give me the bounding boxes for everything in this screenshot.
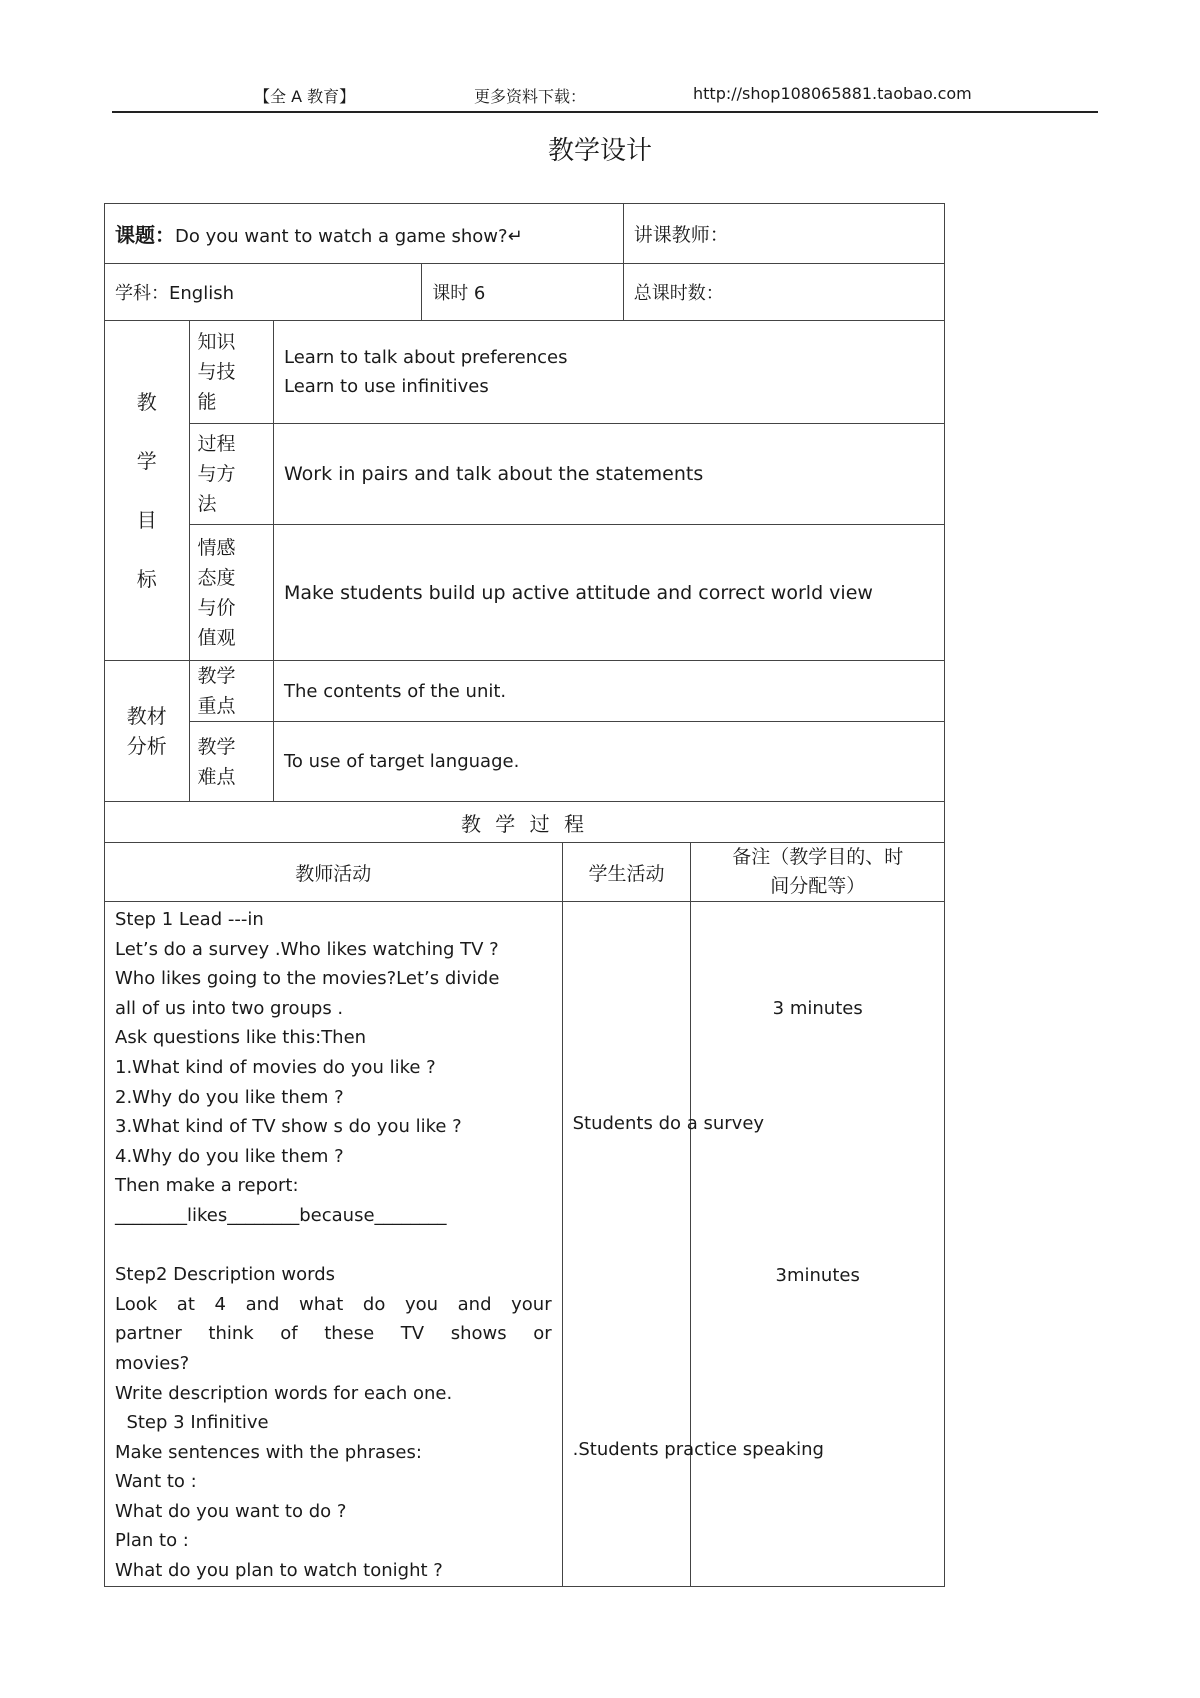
objective-label-knowledge: 知识 与技 能 bbox=[189, 321, 274, 424]
teacher-activity-cell bbox=[105, 902, 563, 1587]
teacher-line: all of us into two groups . bbox=[115, 997, 344, 1019]
teacher-line: ________likes________because________ bbox=[115, 1204, 447, 1226]
teacher-line: Look at 4 and what do you and your bbox=[115, 1293, 552, 1315]
teacher-line: Who likes going to the movies?Let’s divide bbox=[115, 968, 500, 990]
teacher-line: Write description words for each one. bbox=[115, 1382, 453, 1404]
teacher-label: 讲课教师： bbox=[623, 204, 944, 264]
teacher-line: Step 1 Lead ---in bbox=[115, 909, 264, 930]
header-url[interactable]: http://shop108065881.taobao.com bbox=[693, 84, 972, 103]
note-time-1: 3 minutes bbox=[772, 998, 863, 1019]
teacher-line: Step2 Description words bbox=[115, 1264, 336, 1286]
topic-row bbox=[105, 204, 945, 264]
teacher-line: Step 3 Infinitive bbox=[115, 1412, 269, 1434]
objective-content-process: Work in pairs and talk about the statements bbox=[274, 424, 945, 525]
teacher-line: Want to : bbox=[115, 1471, 197, 1493]
analysis-row-key bbox=[105, 661, 945, 722]
objective-row-knowledge bbox=[105, 321, 945, 424]
teacher-line: 1.What kind of movies do you like ? bbox=[115, 1056, 436, 1078]
teacher-line: 3.What kind of TV show s do you like ? bbox=[115, 1116, 462, 1138]
lesson-plan-table bbox=[104, 203, 945, 1587]
period-cell: 课时 6 bbox=[422, 264, 624, 321]
teacher-line: What do you want to do ? bbox=[115, 1500, 347, 1522]
process-title-row bbox=[105, 802, 945, 843]
objective-label-process: 过程 与方 法 bbox=[189, 424, 274, 525]
teacher-line: Make sentences with the phrases: bbox=[115, 1441, 422, 1463]
topic-cell bbox=[105, 204, 624, 264]
teacher-line-blank bbox=[115, 1231, 552, 1261]
teacher-line: Then make a report: bbox=[115, 1175, 299, 1197]
process-title: 教 学 过 程 bbox=[105, 802, 945, 843]
teacher-line: partner think of these TV shows or bbox=[115, 1323, 552, 1345]
notes-header: 备注（教学目的、时 间分配等） bbox=[691, 843, 945, 902]
header-download-label: 更多资料下载： bbox=[474, 87, 587, 106]
teacher-line: 4.Why do you like them ? bbox=[115, 1145, 344, 1167]
teacher-line: Let’s do a survey .Who likes watching TV ? bbox=[115, 938, 499, 960]
notes-cell bbox=[691, 902, 945, 1587]
teacher-line: Plan to : bbox=[115, 1530, 189, 1552]
student-activity-speaking: .Students practice speaking bbox=[572, 1439, 824, 1460]
teacher-line: What do you plan to watch tonight ? bbox=[115, 1560, 443, 1582]
note-time-2: 3minutes bbox=[775, 1265, 860, 1286]
objective-row-process bbox=[105, 424, 945, 525]
total-periods-cell: 总课时数： bbox=[623, 264, 944, 321]
process-body-row bbox=[105, 902, 945, 1587]
objective-content-attitude: Make students build up active attitude and correct world view bbox=[274, 525, 945, 661]
header-brand: 【全 A 教育】 bbox=[254, 87, 356, 106]
subject-cell: 学科：English bbox=[105, 264, 422, 321]
teacher-line: Ask questions like this:Then bbox=[115, 1027, 367, 1049]
topic-value: Do you want to watch a game show?↵ bbox=[175, 226, 523, 247]
student-activity-header: 学生活动 bbox=[562, 843, 691, 902]
teacher-line: 2.Why do you like them ? bbox=[115, 1086, 344, 1108]
topic-label: 课题： bbox=[115, 223, 175, 247]
analysis-content-key: The contents of the unit. bbox=[274, 661, 945, 722]
teacher-activity-header: 教师活动 bbox=[105, 843, 563, 902]
objective-row-attitude bbox=[105, 525, 945, 661]
analysis-content-difficulty: To use of target language. bbox=[274, 722, 945, 802]
analysis-group-label: 教材 分析 bbox=[105, 661, 190, 802]
student-activity-survey: Students do a survey bbox=[572, 1113, 765, 1134]
analysis-row-difficulty bbox=[105, 722, 945, 802]
subject-row bbox=[105, 264, 945, 321]
objective-label-attitude: 情感 态度 与价 值观 bbox=[189, 525, 274, 661]
analysis-label-difficulty: 教学 难点 bbox=[189, 722, 274, 802]
objectives-group-label: 教 学 目 标 bbox=[105, 321, 190, 661]
teacher-line: movies? bbox=[115, 1352, 190, 1374]
analysis-label-key: 教学 重点 bbox=[189, 661, 274, 722]
process-header-row bbox=[105, 843, 945, 902]
document-title: 教学设计 bbox=[547, 136, 652, 166]
header-divider bbox=[112, 111, 1098, 113]
objective-content-knowledge: Learn to talk about preferences Learn to use infinitives bbox=[274, 321, 945, 424]
